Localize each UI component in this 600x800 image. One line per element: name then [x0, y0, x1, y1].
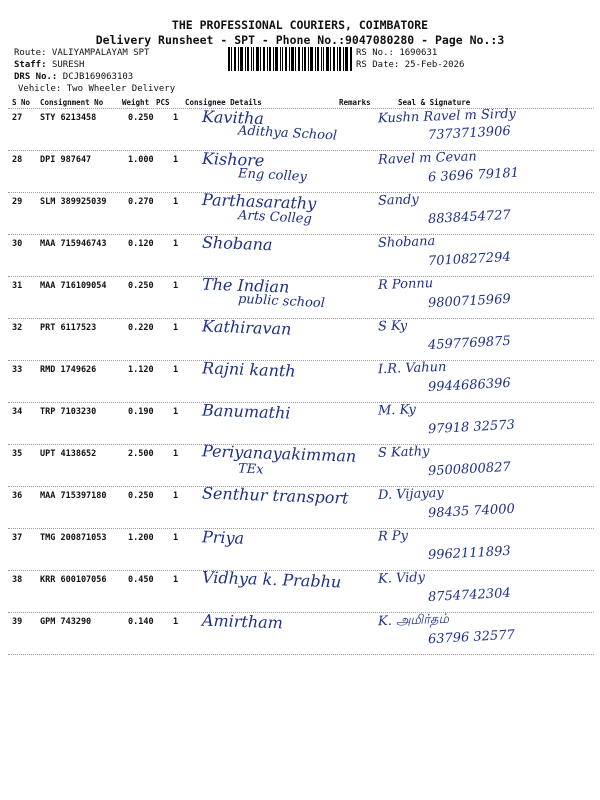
phone-handwritten: 9944686396	[427, 375, 512, 396]
consignee-handwritten-name: Priya	[201, 527, 245, 548]
row-separator	[8, 612, 594, 613]
staff-text	[14, 60, 84, 70]
weight-value: 0.270	[128, 197, 154, 207]
row-separator	[8, 318, 594, 319]
drs-text	[14, 72, 133, 82]
column-header-sno: S No	[12, 98, 31, 107]
signature-handwritten: Sandy	[377, 192, 419, 209]
pieces-count: 1	[173, 407, 179, 417]
signature-handwritten: Shobana	[377, 234, 436, 251]
serial-number: 37	[12, 533, 23, 543]
consignee-handwritten-name: Kavitha	[201, 106, 265, 129]
consignment-number: SLM 389925039	[40, 197, 107, 207]
pieces-count: 1	[173, 533, 179, 543]
phone-handwritten: 9962111893	[427, 543, 512, 564]
row-separator	[8, 234, 594, 235]
consignee-handwritten-name: Senthur transport	[201, 483, 349, 508]
column-header-pcs: PCS	[156, 98, 170, 107]
serial-number: 30	[12, 239, 23, 249]
drs-value: DCJB169063103	[62, 72, 134, 82]
column-header-consignee: Consignee Details	[185, 98, 262, 107]
serial-number: 31	[12, 281, 23, 291]
pieces-count: 1	[173, 575, 179, 585]
weight-value: 0.450	[128, 575, 154, 585]
phone-handwritten: 98435 74000	[427, 501, 516, 522]
consignment-number: RMD 1749626	[40, 365, 97, 375]
weight-value: 2.500	[128, 449, 154, 459]
rs-no-text: RS No.: 1690631	[356, 48, 438, 58]
consignment-number: UPT 4138652	[40, 449, 97, 459]
weight-value: 0.120	[128, 239, 154, 249]
pieces-count: 1	[173, 617, 179, 627]
serial-number: 39	[12, 617, 23, 627]
signature-handwritten: S Kathy	[377, 444, 430, 461]
consignee-handwritten-detail: Arts Colleg	[237, 208, 313, 227]
phone-handwritten: 7373713906	[427, 123, 512, 144]
consignment-number: MAA 715397180	[40, 491, 107, 501]
phone-handwritten: 4597769875	[427, 333, 512, 354]
row-separator	[8, 150, 594, 151]
staff-value: SURESH	[51, 60, 85, 70]
signature-handwritten: M. Ky	[377, 402, 417, 419]
pieces-count: 1	[173, 155, 179, 165]
phone-handwritten: 97918 32573	[427, 417, 516, 438]
vehicle-text: Vehicle: Two Wheeler Delivery	[18, 84, 176, 94]
serial-number: 28	[12, 155, 23, 165]
consignee-handwritten-name: Kathiravan	[201, 316, 292, 339]
signature-handwritten: Ravel m Cevan	[377, 149, 477, 168]
column-header-weight: Weight	[122, 98, 150, 107]
consignee-handwritten-detail: TEx	[237, 461, 264, 478]
signature-handwritten: K. அமிர்தம்	[377, 611, 450, 630]
staff-label: Staff:	[14, 60, 47, 70]
signature-handwritten: I.R. Vahun	[377, 359, 447, 378]
serial-number: 36	[12, 491, 23, 501]
consignee-handwritten-name: Amirtham	[201, 610, 284, 633]
consignment-number: MAA 715946743	[40, 239, 107, 249]
signature-handwritten: D. Vijayay	[377, 485, 445, 504]
company-title: THE PROFESSIONAL COURIERS, COIMBATORE	[171, 18, 429, 32]
signature-handwritten: K. Vidy	[377, 570, 426, 587]
phone-handwritten: 7010827294	[427, 249, 512, 270]
pieces-count: 1	[173, 365, 179, 375]
consignee-handwritten-name: Shobana	[201, 232, 273, 255]
phone-handwritten: 63796 32577	[427, 627, 516, 648]
consignee-handwritten-name: Rajni kanth	[201, 358, 297, 381]
consignee-handwritten-name: Vidhya k. Prabhu	[201, 567, 342, 592]
consignment-number: TMG 200871053	[40, 533, 107, 543]
consignment-number: KRR 600107056	[40, 575, 107, 585]
weight-value: 0.220	[128, 323, 154, 333]
weight-value: 0.140	[128, 617, 154, 627]
row-separator	[8, 654, 594, 655]
consignee-handwritten-name: Periyanayakimman	[201, 441, 357, 466]
row-separator	[8, 528, 594, 529]
consignment-number: DPI 987647	[40, 155, 92, 165]
serial-number: 29	[12, 197, 23, 207]
pieces-count: 1	[173, 491, 179, 501]
signature-handwritten: Kushn Ravel m Sirdy	[377, 106, 517, 127]
weight-value: 1.000	[128, 155, 154, 165]
serial-number: 33	[12, 365, 23, 375]
consignment-number: TRP 7103230	[40, 407, 97, 417]
route-text: Route: VALIYAMPALAYAM SPT	[14, 48, 150, 58]
row-separator	[8, 402, 594, 403]
phone-handwritten: 9500800827	[427, 459, 512, 480]
column-header-remarks: Remarks	[339, 98, 371, 107]
serial-number: 35	[12, 449, 23, 459]
consignee-handwritten-name: The Indian	[201, 274, 290, 297]
consignee-handwritten-detail: Eng colley	[237, 166, 308, 185]
phone-handwritten: 6 3696 79181	[427, 165, 520, 186]
row-separator	[8, 276, 594, 277]
weight-value: 1.200	[128, 533, 154, 543]
barcode	[228, 47, 352, 71]
pieces-count: 1	[173, 323, 179, 333]
pieces-count: 1	[173, 197, 179, 207]
serial-number: 32	[12, 323, 23, 333]
phone-handwritten: 8754742304	[427, 585, 512, 606]
consignee-handwritten-detail: Adithya School	[237, 123, 338, 144]
serial-number: 34	[12, 407, 23, 417]
consignment-number: MAA 716109054	[40, 281, 107, 291]
weight-value: 0.250	[128, 281, 154, 291]
signature-handwritten: R Ponnu	[377, 276, 434, 293]
weight-value: 0.190	[128, 407, 154, 417]
signature-handwritten: R Py	[377, 528, 409, 545]
consignment-number: GPM 743290	[40, 617, 92, 627]
column-header-consignment: Consignment No	[40, 98, 104, 107]
weight-value: 1.120	[128, 365, 154, 375]
consignee-handwritten-name: Parthasarathy	[201, 190, 317, 213]
weight-value: 0.250	[128, 113, 154, 123]
column-header-seal: Seal & Signature	[398, 98, 471, 107]
serial-number: 38	[12, 575, 23, 585]
consignee-handwritten-name: Banumathi	[201, 400, 291, 423]
serial-number: 27	[12, 113, 23, 123]
consignment-number: PRT 6117523	[40, 323, 97, 333]
pieces-count: 1	[173, 281, 179, 291]
phone-handwritten: 8838454727	[427, 207, 512, 228]
row-separator	[8, 360, 594, 361]
consignee-handwritten-detail: public school	[237, 291, 326, 312]
weight-value: 0.250	[128, 491, 154, 501]
pieces-count: 1	[173, 113, 179, 123]
pieces-count: 1	[173, 239, 179, 249]
runsheet-title: Delivery Runsheet - SPT - Phone No.:9047080280 - Page No.:3	[95, 33, 505, 47]
consignment-number: STY 6213458	[40, 113, 97, 123]
consignee-handwritten-name: Kishore	[201, 148, 265, 171]
phone-handwritten: 9800715969	[427, 291, 512, 312]
rs-date-text: RS Date: 25-Feb-2026	[356, 60, 465, 70]
signature-handwritten: S Ky	[377, 318, 408, 335]
drs-label: DRS No.:	[14, 72, 58, 82]
pieces-count: 1	[173, 449, 179, 459]
